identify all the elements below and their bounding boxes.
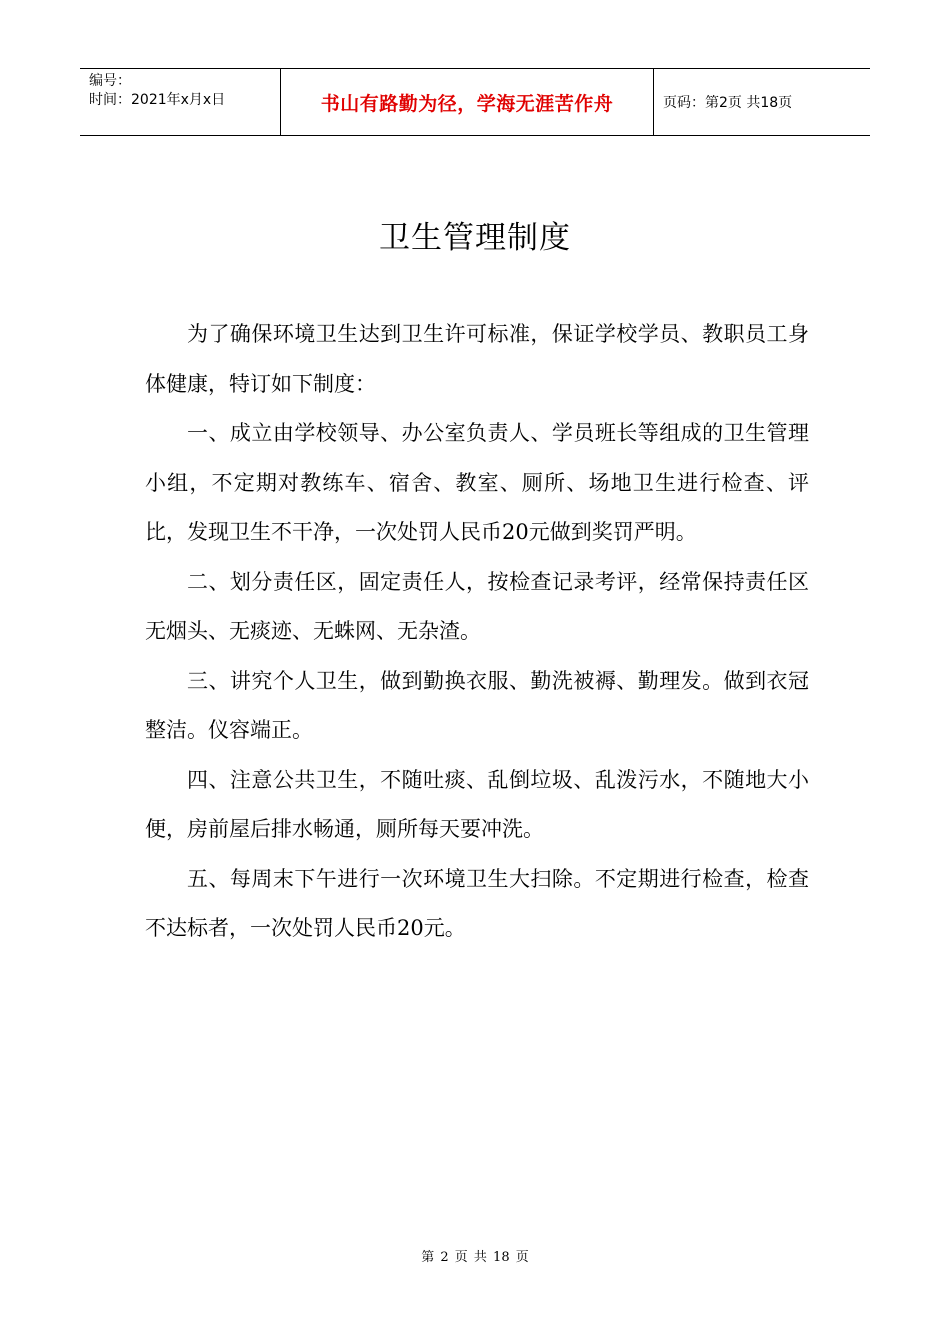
paragraph-item-4: 四、注意公共卫生，不随吐痰、乱倒垃圾、乱泼污水，不随地大小便，房前屋后排水畅通，厕所每天要冲洗。 bbox=[145, 767, 809, 841]
paragraph-item-1: 一、成立由学校领导、办公室负责人、学员班长等组成的卫生管理小组，不定期对教练车、宿舍、教室、厕所、场地卫生进行检查、评比，发现卫生不干净，一次处罚人民币20元做到奖罚严明。 bbox=[145, 421, 809, 544]
header-page-info: 页码：第2页 共18页 bbox=[663, 95, 793, 111]
paragraph-item-2: 二、划分责任区，固定责任人，按检查记录考评，经常保持责任区无烟头、无痰迹、无蛛网、无杂渣。 bbox=[145, 569, 809, 643]
header-motto-cell bbox=[281, 69, 654, 135]
page-footer: 第 2 页 共 18 页 bbox=[421, 1250, 529, 1265]
header-meta-cell bbox=[80, 69, 281, 135]
paragraph-intro: 为了确保环境卫生达到卫生许可标准，保证学校学员、教职员工身体健康，特订如下制度： bbox=[145, 322, 809, 396]
motto-text: 书山有路勤为径，学海无涯苦作舟 bbox=[320, 92, 614, 115]
document-header bbox=[80, 68, 870, 136]
paragraph-item-3: 三、讲究个人卫生，做到勤换衣服、勤洗被褥、勤理发。做到衣冠整洁。仪容端正。 bbox=[145, 668, 809, 742]
date-label: 时间：2021年x月x日 bbox=[89, 92, 226, 108]
paragraph-item-5: 五、每周末下午进行一次环境卫生大扫除。不定期进行检查，检查不达标者，一次处罚人民币20元。 bbox=[145, 866, 809, 940]
header-page-cell bbox=[654, 69, 870, 135]
serial-number-label: 编号： bbox=[89, 73, 131, 89]
document-title: 卫生管理制度 bbox=[379, 220, 571, 256]
document-body bbox=[145, 310, 809, 954]
